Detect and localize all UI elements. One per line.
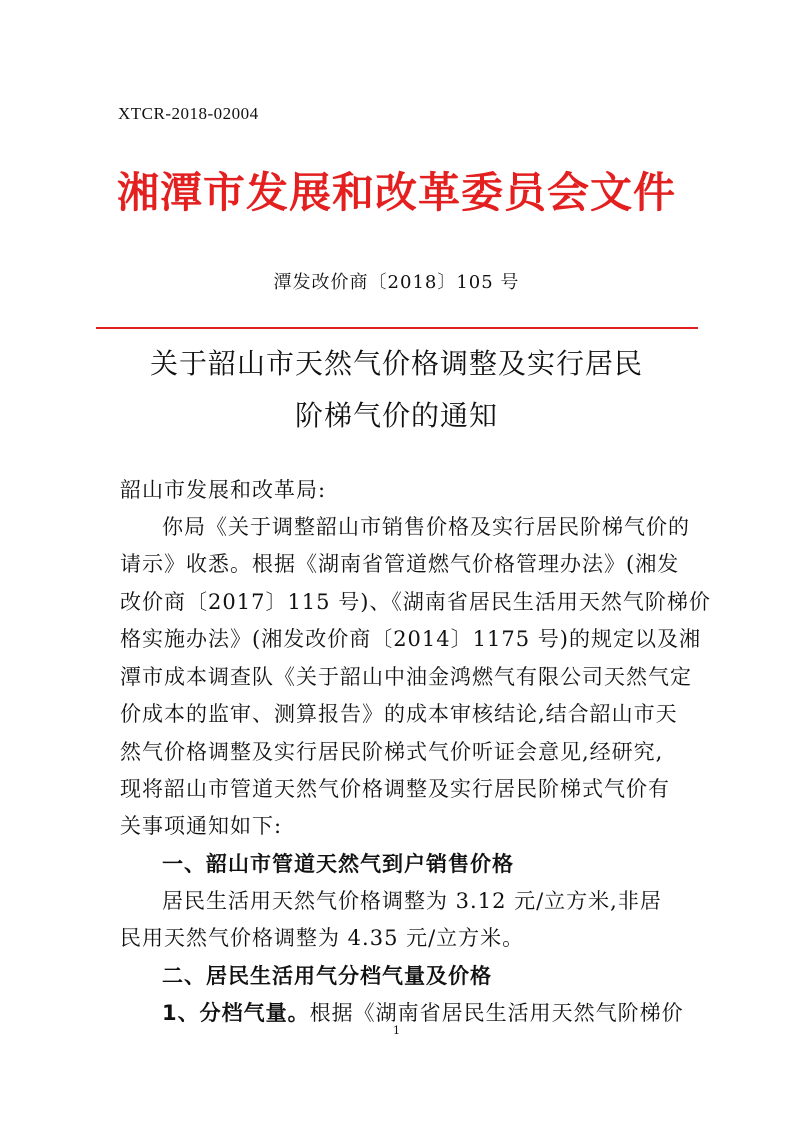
body-line: 请示》收悉。根据《湖南省管道燃气价格管理办法》(湘发 <box>120 552 680 576</box>
section-1-heading: 一、韶山市管道天然气到户销售价格 <box>162 852 514 876</box>
document-number: 潭发改价商〔2018〕105 号 <box>273 272 520 293</box>
body-line: 然气价格调整及实行居民阶梯式气价听证会意见,经研究, <box>120 740 664 764</box>
body-line: 居民生活用天然气价格调整为 3.12 元/立方米,非居 <box>162 889 662 913</box>
red-divider-line <box>96 327 698 329</box>
body-line: 格实施办法》(湘发改价商〔2014〕1175 号)的规定以及湘 <box>120 627 701 651</box>
document-title-line-2: 阶梯气价的通知 <box>294 399 498 432</box>
body-line: 民用天然气价格调整为 4.35 元/立方米。 <box>120 926 525 950</box>
body-line: 潭市成本调查队《关于韶山中油金鸿燃气有限公司天然气定 <box>120 665 692 689</box>
document-code: XTCR-2018-02004 <box>118 104 259 123</box>
item-1-text: 根据《湖南省居民生活用天然气阶梯价 <box>309 1001 684 1025</box>
body-line: 你局《关于调整韶山市销售价格及实行居民阶梯气价的 <box>162 515 690 539</box>
document-title-line-1: 关于韶山市天然气价格调整及实行居民 <box>149 347 643 380</box>
body-line: 现将韶山市管道天然气价格调整及实行居民阶梯式气价有 <box>120 777 670 801</box>
item-1-label: 1、分档气量。 <box>162 1001 310 1025</box>
body-line: 关事项通知如下: <box>120 814 283 838</box>
item-1-line <box>162 997 684 1027</box>
body-line: 改价商〔2017〕115 号)、《湖南省居民生活用天然气阶梯价 <box>120 590 711 614</box>
page-number: 1 <box>393 1024 400 1037</box>
masthead-title: 湘潭市发展和改革委员会文件 <box>116 168 676 217</box>
addressee: 韶山市发展和改革局: <box>120 478 327 502</box>
body-line: 价成本的监审、测算报告》的成本审核结论,结合韶山市天 <box>120 702 678 726</box>
section-2-heading: 二、居民生活用气分档气量及价格 <box>162 964 492 988</box>
